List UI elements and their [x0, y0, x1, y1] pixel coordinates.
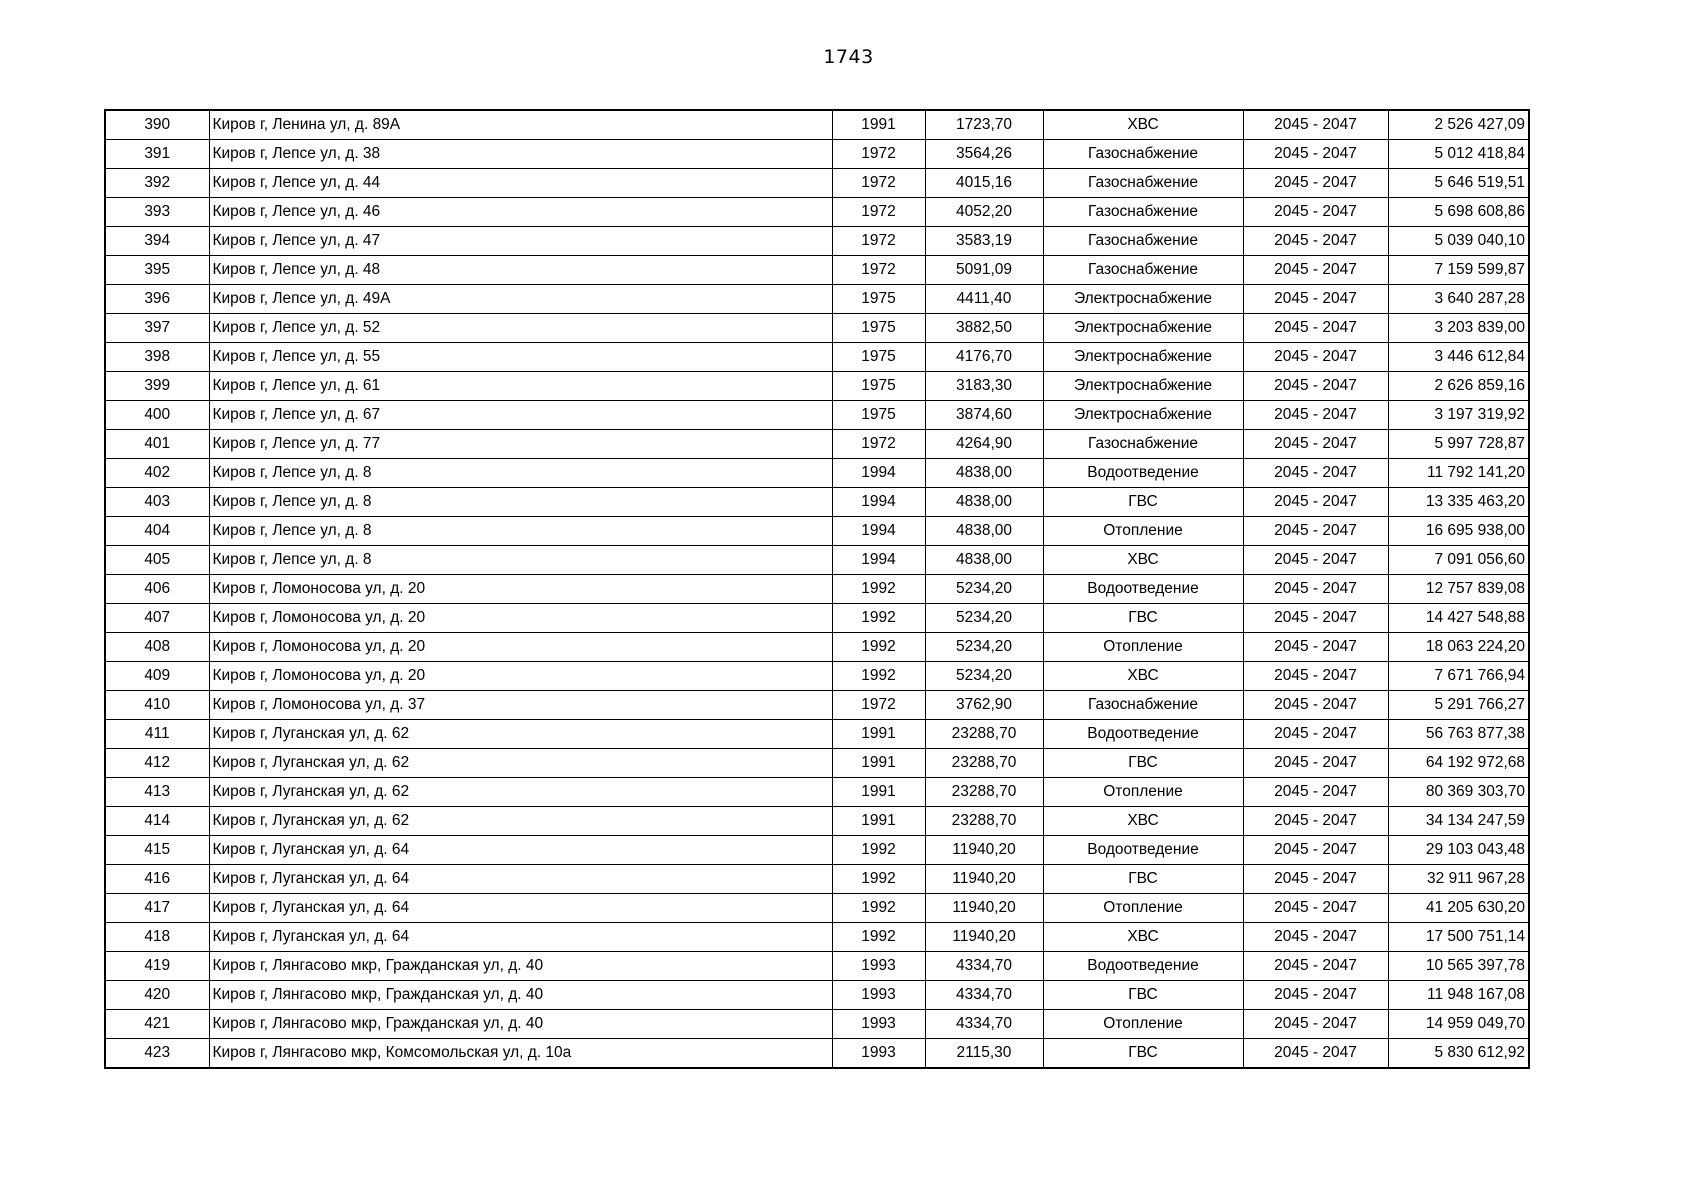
row-number-cell: 395	[105, 256, 209, 285]
table-row	[105, 227, 1529, 256]
address-cell: Киров г, Лепсе ул, д. 46	[209, 198, 832, 227]
area-cell: 4052,20	[925, 198, 1043, 227]
address-cell: Киров г, Луганская ул, д. 62	[209, 720, 832, 749]
work-type-cell: Водоотведение	[1043, 720, 1243, 749]
period-cell: 2045 - 2047	[1243, 430, 1388, 459]
row-number-cell: 405	[105, 546, 209, 575]
area-cell: 23288,70	[925, 778, 1043, 807]
year-cell: 1994	[832, 546, 925, 575]
table-row	[105, 1039, 1529, 1069]
period-cell: 2045 - 2047	[1243, 633, 1388, 662]
address-cell: Киров г, Ломоносова ул, д. 20	[209, 604, 832, 633]
year-cell: 1993	[832, 1010, 925, 1039]
cost-cell: 12 757 839,08	[1388, 575, 1529, 604]
table-row	[105, 343, 1529, 372]
address-cell: Киров г, Лепсе ул, д. 8	[209, 517, 832, 546]
cost-cell: 5 039 040,10	[1388, 227, 1529, 256]
work-type-cell: ГВС	[1043, 488, 1243, 517]
table-row	[105, 314, 1529, 343]
cost-cell: 2 626 859,16	[1388, 372, 1529, 401]
address-cell: Киров г, Луганская ул, д. 62	[209, 778, 832, 807]
area-cell: 4334,70	[925, 1010, 1043, 1039]
work-type-cell: Газоснабжение	[1043, 227, 1243, 256]
period-cell: 2045 - 2047	[1243, 372, 1388, 401]
year-cell: 1991	[832, 749, 925, 778]
area-cell: 23288,70	[925, 720, 1043, 749]
year-cell: 1975	[832, 285, 925, 314]
year-cell: 1993	[832, 952, 925, 981]
address-cell: Киров г, Ленина ул, д. 89А	[209, 110, 832, 140]
period-cell: 2045 - 2047	[1243, 894, 1388, 923]
area-cell: 4264,90	[925, 430, 1043, 459]
period-cell: 2045 - 2047	[1243, 227, 1388, 256]
period-cell: 2045 - 2047	[1243, 778, 1388, 807]
period-cell: 2045 - 2047	[1243, 923, 1388, 952]
table-row	[105, 691, 1529, 720]
address-cell: Киров г, Лепсе ул, д. 61	[209, 372, 832, 401]
year-cell: 1991	[832, 110, 925, 140]
area-cell: 5091,09	[925, 256, 1043, 285]
cost-cell: 14 959 049,70	[1388, 1010, 1529, 1039]
address-cell: Киров г, Лепсе ул, д. 44	[209, 169, 832, 198]
cost-cell: 64 192 972,68	[1388, 749, 1529, 778]
cost-cell: 41 205 630,20	[1388, 894, 1529, 923]
page-number: 1743	[823, 46, 874, 68]
row-number-cell: 419	[105, 952, 209, 981]
cost-cell: 11 948 167,08	[1388, 981, 1529, 1010]
work-type-cell: Газоснабжение	[1043, 198, 1243, 227]
period-cell: 2045 - 2047	[1243, 720, 1388, 749]
table-row	[105, 430, 1529, 459]
address-cell: Киров г, Лепсе ул, д. 8	[209, 546, 832, 575]
cost-cell: 7 159 599,87	[1388, 256, 1529, 285]
area-cell: 4334,70	[925, 952, 1043, 981]
year-cell: 1992	[832, 894, 925, 923]
row-number-cell: 400	[105, 401, 209, 430]
period-cell: 2045 - 2047	[1243, 459, 1388, 488]
period-cell: 2045 - 2047	[1243, 575, 1388, 604]
cost-cell: 32 911 967,28	[1388, 865, 1529, 894]
period-cell: 2045 - 2047	[1243, 314, 1388, 343]
year-cell: 1993	[832, 1039, 925, 1069]
period-cell: 2045 - 2047	[1243, 865, 1388, 894]
work-type-cell: Водоотведение	[1043, 459, 1243, 488]
row-number-cell: 403	[105, 488, 209, 517]
year-cell: 1975	[832, 343, 925, 372]
row-number-cell: 404	[105, 517, 209, 546]
year-cell: 1992	[832, 923, 925, 952]
address-cell: Киров г, Луганская ул, д. 62	[209, 807, 832, 836]
row-number-cell: 415	[105, 836, 209, 865]
table-row	[105, 198, 1529, 227]
table-row	[105, 749, 1529, 778]
address-cell: Киров г, Лепсе ул, д. 47	[209, 227, 832, 256]
table-row	[105, 778, 1529, 807]
row-number-cell: 406	[105, 575, 209, 604]
table-row	[105, 1010, 1529, 1039]
row-number-cell: 398	[105, 343, 209, 372]
period-cell: 2045 - 2047	[1243, 169, 1388, 198]
year-cell: 1972	[832, 430, 925, 459]
year-cell: 1991	[832, 778, 925, 807]
area-cell: 5234,20	[925, 575, 1043, 604]
table-row	[105, 401, 1529, 430]
area-cell: 23288,70	[925, 749, 1043, 778]
cost-cell: 2 526 427,09	[1388, 110, 1529, 140]
work-type-cell: ГВС	[1043, 1039, 1243, 1069]
area-cell: 11940,20	[925, 865, 1043, 894]
area-cell: 11940,20	[925, 923, 1043, 952]
period-cell: 2045 - 2047	[1243, 401, 1388, 430]
work-type-cell: Электроснабжение	[1043, 372, 1243, 401]
address-cell: Киров г, Луганская ул, д. 62	[209, 749, 832, 778]
cost-cell: 3 640 287,28	[1388, 285, 1529, 314]
year-cell: 1972	[832, 256, 925, 285]
period-cell: 2045 - 2047	[1243, 140, 1388, 169]
row-number-cell: 402	[105, 459, 209, 488]
cost-cell: 5 830 612,92	[1388, 1039, 1529, 1069]
period-cell: 2045 - 2047	[1243, 662, 1388, 691]
address-cell: Киров г, Лепсе ул, д. 49А	[209, 285, 832, 314]
work-type-cell: ГВС	[1043, 865, 1243, 894]
address-cell: Киров г, Лепсе ул, д. 8	[209, 459, 832, 488]
table-row	[105, 575, 1529, 604]
area-cell: 4334,70	[925, 981, 1043, 1010]
work-type-cell: ХВС	[1043, 807, 1243, 836]
area-cell: 5234,20	[925, 633, 1043, 662]
cost-cell: 14 427 548,88	[1388, 604, 1529, 633]
area-cell: 3583,19	[925, 227, 1043, 256]
row-number-cell: 416	[105, 865, 209, 894]
address-cell: Киров г, Ломоносова ул, д. 20	[209, 633, 832, 662]
cost-cell: 13 335 463,20	[1388, 488, 1529, 517]
row-number-cell: 399	[105, 372, 209, 401]
period-cell: 2045 - 2047	[1243, 981, 1388, 1010]
year-cell: 1992	[832, 865, 925, 894]
year-cell: 1975	[832, 372, 925, 401]
year-cell: 1972	[832, 691, 925, 720]
period-cell: 2045 - 2047	[1243, 604, 1388, 633]
row-number-cell: 394	[105, 227, 209, 256]
work-type-cell: Отопление	[1043, 778, 1243, 807]
work-type-cell: ХВС	[1043, 546, 1243, 575]
cost-cell: 16 695 938,00	[1388, 517, 1529, 546]
year-cell: 1975	[832, 401, 925, 430]
work-type-cell: ХВС	[1043, 923, 1243, 952]
work-type-cell: Водоотведение	[1043, 575, 1243, 604]
table-row	[105, 923, 1529, 952]
period-cell: 2045 - 2047	[1243, 836, 1388, 865]
year-cell: 1992	[832, 633, 925, 662]
year-cell: 1994	[832, 517, 925, 546]
table-row	[105, 633, 1529, 662]
address-cell: Киров г, Лепсе ул, д. 55	[209, 343, 832, 372]
area-cell: 4176,70	[925, 343, 1043, 372]
row-number-cell: 411	[105, 720, 209, 749]
address-cell: Киров г, Луганская ул, д. 64	[209, 894, 832, 923]
row-number-cell: 392	[105, 169, 209, 198]
year-cell: 1972	[832, 198, 925, 227]
cost-cell: 29 103 043,48	[1388, 836, 1529, 865]
table-row	[105, 894, 1529, 923]
area-cell: 4411,40	[925, 285, 1043, 314]
period-cell: 2045 - 2047	[1243, 198, 1388, 227]
cost-cell: 5 698 608,86	[1388, 198, 1529, 227]
period-cell: 2045 - 2047	[1243, 517, 1388, 546]
work-type-cell: Отопление	[1043, 894, 1243, 923]
address-cell: Киров г, Лепсе ул, д. 77	[209, 430, 832, 459]
period-cell: 2045 - 2047	[1243, 1039, 1388, 1069]
address-cell: Киров г, Луганская ул, д. 64	[209, 865, 832, 894]
year-cell: 1993	[832, 981, 925, 1010]
work-type-cell: ХВС	[1043, 110, 1243, 140]
area-cell: 11940,20	[925, 894, 1043, 923]
row-number-cell: 407	[105, 604, 209, 633]
area-cell: 2115,30	[925, 1039, 1043, 1069]
work-type-cell: Отопление	[1043, 1010, 1243, 1039]
table-row	[105, 662, 1529, 691]
area-cell: 4838,00	[925, 488, 1043, 517]
table-row	[105, 169, 1529, 198]
cost-cell: 10 565 397,78	[1388, 952, 1529, 981]
work-type-cell: Газоснабжение	[1043, 256, 1243, 285]
row-number-cell: 418	[105, 923, 209, 952]
row-number-cell: 401	[105, 430, 209, 459]
table-row	[105, 140, 1529, 169]
cost-cell: 17 500 751,14	[1388, 923, 1529, 952]
table-row	[105, 981, 1529, 1010]
row-number-cell: 393	[105, 198, 209, 227]
table-row	[105, 807, 1529, 836]
address-cell: Киров г, Ломоносова ул, д. 20	[209, 575, 832, 604]
table-row	[105, 372, 1529, 401]
work-type-cell: Газоснабжение	[1043, 140, 1243, 169]
year-cell: 1991	[832, 807, 925, 836]
period-cell: 2045 - 2047	[1243, 285, 1388, 314]
address-cell: Киров г, Лепсе ул, д. 67	[209, 401, 832, 430]
area-cell: 1723,70	[925, 110, 1043, 140]
cost-cell: 3 446 612,84	[1388, 343, 1529, 372]
work-type-cell: Газоснабжение	[1043, 169, 1243, 198]
work-type-cell: Водоотведение	[1043, 836, 1243, 865]
area-cell: 4838,00	[925, 546, 1043, 575]
registry-body	[105, 110, 1529, 1068]
area-cell: 5234,20	[925, 662, 1043, 691]
work-type-cell: Газоснабжение	[1043, 691, 1243, 720]
year-cell: 1994	[832, 488, 925, 517]
address-cell: Киров г, Ломоносова ул, д. 20	[209, 662, 832, 691]
table-row	[105, 459, 1529, 488]
address-cell: Киров г, Ломоносова ул, д. 37	[209, 691, 832, 720]
cost-cell: 7 091 056,60	[1388, 546, 1529, 575]
cost-cell: 3 197 319,92	[1388, 401, 1529, 430]
work-type-cell: ГВС	[1043, 604, 1243, 633]
period-cell: 2045 - 2047	[1243, 807, 1388, 836]
year-cell: 1992	[832, 662, 925, 691]
period-cell: 2045 - 2047	[1243, 691, 1388, 720]
row-number-cell: 412	[105, 749, 209, 778]
table-row	[105, 604, 1529, 633]
table-row	[105, 285, 1529, 314]
address-cell: Киров г, Лянгасово мкр, Гражданская ул, д. 40	[209, 952, 832, 981]
row-number-cell: 410	[105, 691, 209, 720]
cost-cell: 5 997 728,87	[1388, 430, 1529, 459]
area-cell: 3762,90	[925, 691, 1043, 720]
address-cell: Киров г, Лепсе ул, д. 38	[209, 140, 832, 169]
area-cell: 4838,00	[925, 517, 1043, 546]
address-cell: Киров г, Лепсе ул, д. 52	[209, 314, 832, 343]
year-cell: 1972	[832, 140, 925, 169]
area-cell: 11940,20	[925, 836, 1043, 865]
work-type-cell: ГВС	[1043, 981, 1243, 1010]
year-cell: 1992	[832, 604, 925, 633]
row-number-cell: 420	[105, 981, 209, 1010]
work-type-cell: Отопление	[1043, 633, 1243, 662]
work-type-cell: Электроснабжение	[1043, 401, 1243, 430]
table-row	[105, 517, 1529, 546]
row-number-cell: 397	[105, 314, 209, 343]
row-number-cell: 414	[105, 807, 209, 836]
address-cell: Киров г, Лепсе ул, д. 48	[209, 256, 832, 285]
cost-cell: 34 134 247,59	[1388, 807, 1529, 836]
area-cell: 4838,00	[925, 459, 1043, 488]
cost-cell: 80 369 303,70	[1388, 778, 1529, 807]
work-type-cell: ХВС	[1043, 662, 1243, 691]
work-type-cell: ГВС	[1043, 749, 1243, 778]
address-cell: Киров г, Лянгасово мкр, Гражданская ул, д. 40	[209, 1010, 832, 1039]
table-row	[105, 546, 1529, 575]
cost-cell: 18 063 224,20	[1388, 633, 1529, 662]
year-cell: 1975	[832, 314, 925, 343]
address-cell: Киров г, Лянгасово мкр, Комсомольская ул, д. 10а	[209, 1039, 832, 1069]
period-cell: 2045 - 2047	[1243, 256, 1388, 285]
row-number-cell: 423	[105, 1039, 209, 1069]
address-cell: Киров г, Лепсе ул, д. 8	[209, 488, 832, 517]
row-number-cell: 421	[105, 1010, 209, 1039]
period-cell: 2045 - 2047	[1243, 488, 1388, 517]
area-cell: 5234,20	[925, 604, 1043, 633]
table-row	[105, 256, 1529, 285]
table-row	[105, 488, 1529, 517]
address-cell: Киров г, Луганская ул, д. 64	[209, 836, 832, 865]
year-cell: 1992	[832, 575, 925, 604]
table-row	[105, 110, 1529, 140]
area-cell: 3564,26	[925, 140, 1043, 169]
area-cell: 3874,60	[925, 401, 1043, 430]
cost-cell: 7 671 766,94	[1388, 662, 1529, 691]
cost-cell: 5 012 418,84	[1388, 140, 1529, 169]
work-type-cell: Газоснабжение	[1043, 430, 1243, 459]
area-cell: 23288,70	[925, 807, 1043, 836]
table-row	[105, 836, 1529, 865]
registry-table	[104, 109, 1530, 1069]
row-number-cell: 391	[105, 140, 209, 169]
table-row	[105, 952, 1529, 981]
row-number-cell: 390	[105, 110, 209, 140]
period-cell: 2045 - 2047	[1243, 952, 1388, 981]
row-number-cell: 409	[105, 662, 209, 691]
period-cell: 2045 - 2047	[1243, 546, 1388, 575]
area-cell: 3183,30	[925, 372, 1043, 401]
row-number-cell: 408	[105, 633, 209, 662]
row-number-cell: 396	[105, 285, 209, 314]
year-cell: 1972	[832, 227, 925, 256]
cost-cell: 3 203 839,00	[1388, 314, 1529, 343]
period-cell: 2045 - 2047	[1243, 110, 1388, 140]
work-type-cell: Отопление	[1043, 517, 1243, 546]
row-number-cell: 417	[105, 894, 209, 923]
table-row	[105, 720, 1529, 749]
year-cell: 1991	[832, 720, 925, 749]
period-cell: 2045 - 2047	[1243, 343, 1388, 372]
cost-cell: 5 646 519,51	[1388, 169, 1529, 198]
area-cell: 3882,50	[925, 314, 1043, 343]
work-type-cell: Электроснабжение	[1043, 314, 1243, 343]
cost-cell: 56 763 877,38	[1388, 720, 1529, 749]
period-cell: 2045 - 2047	[1243, 749, 1388, 778]
period-cell: 2045 - 2047	[1243, 1010, 1388, 1039]
year-cell: 1994	[832, 459, 925, 488]
row-number-cell: 413	[105, 778, 209, 807]
year-cell: 1992	[832, 836, 925, 865]
work-type-cell: Водоотведение	[1043, 952, 1243, 981]
address-cell: Киров г, Луганская ул, д. 64	[209, 923, 832, 952]
work-type-cell: Электроснабжение	[1043, 343, 1243, 372]
area-cell: 4015,16	[925, 169, 1043, 198]
cost-cell: 5 291 766,27	[1388, 691, 1529, 720]
work-type-cell: Электроснабжение	[1043, 285, 1243, 314]
table-row	[105, 865, 1529, 894]
address-cell: Киров г, Лянгасово мкр, Гражданская ул, д. 40	[209, 981, 832, 1010]
year-cell: 1972	[832, 169, 925, 198]
cost-cell: 11 792 141,20	[1388, 459, 1529, 488]
